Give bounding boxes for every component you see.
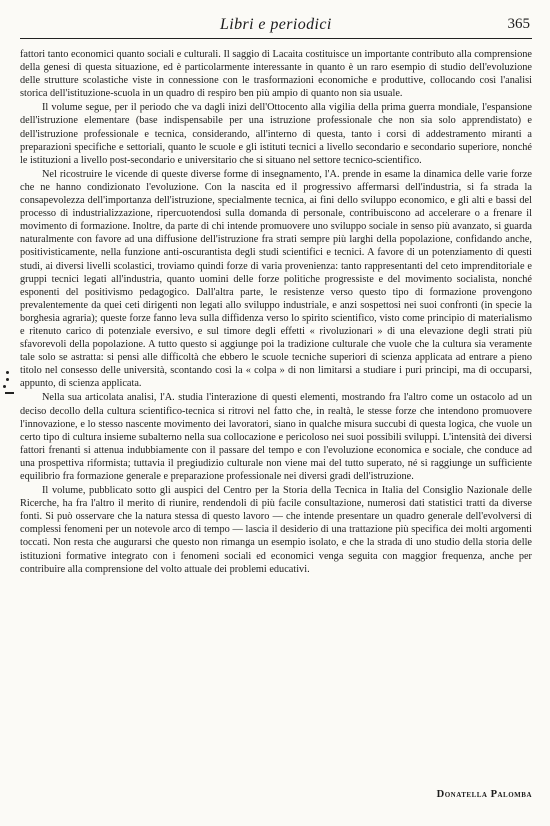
margin-dash — [5, 392, 14, 394]
article-body — [20, 48, 532, 576]
paragraph: fattori tanto economici quanto sociali e culturali. Il saggio di Lacaita costituisce un importante contributo alla comprensione della genesi di questa situazione, ed è particolarmente interessante in quanto è un raro esempio di studio dell'evoluzione delle strutture scolastiche viste in connessione con le trasformazioni economiche e produttive, collocando così l'analisi storica dell'istituzione-scuola in un quadro di respiro ben più ampio di quanto non sia usuale. — [20, 49, 532, 100]
author-signature: Donatella Palomba — [436, 789, 532, 800]
page-number: 365 — [507, 16, 530, 32]
paragraph: Nel ricostruire le vicende di queste diverse forme di insegnamento, l'A. prende in esame la dinamica delle varie forze che ne hanno condizionato l'evoluzione. Con la nascita ed il progressivo affermarsi dell'industria, si fa strada la consapevolezza dell'importanza dell'istruzione, specialmente tecnica, ai fini dello sviluppo economico, e gli alti e bassi del processo di industrializzazione, ripercuotendosi sulla domanda di personale, contribuiscono ad accelerare o a frenare il movimento di formazione. Inoltre, da parte di chi intende promuovere uno sviluppo sociale in senso più avanzato, si guarda naturalmente con favore ad una diffusione dell'istruzione fra strati sempre più larghi della popolazione, confidando anche, positivisticamente, nella funzione anti-oscurantista degli studi scientifici e tecnici. A favore di un potenziamento di questi studi, ai diversi livelli scolastici, troviamo quindi forze di varia provenienza: tanto rappresentanti del ceto imprenditoriale e gruppi tecnici legati all'industria, quanto uomini delle forze politiche progressiste e del movimento socialista, nonché esponenti del positivismo pedagogico. Dall'altra parte, le resistenze verso questo tipo di formazione provengono prevalentemente da quei ceti dirigenti non legati allo sviluppo industriale, e anzi sospettosi nei suoi confronti (in specie la borghesia agraria); queste forze fanno leva sulla diffidenza verso lo spirito scientifico, visto come principio di materialismo e ritenuto carico di potenziale eversivo, e sul timore degli effetti « rivoluzionari » di una elevazione degli strati più sfavorevoli della popolazione. A tutto questo si aggiunge poi la tradizione culturale che vuole che la cultura sia veramente tale solo se astratta: si pensi alle difficoltà che ebbero le scuole tecniche superiori di scienza applicata ad entrare a pieno titolo nel consesso delle università, scontando così la « colpa » di non limitarsi a studiare i puri principi, ma di occuparsi, appunto, di scienza applicata. — [20, 168, 532, 390]
running-title: Libri e periodici — [220, 16, 332, 33]
margin-dot — [6, 378, 9, 381]
margin-dot — [3, 385, 6, 388]
paragraph: Il volume, pubblicato sotto gli auspici del Centro per la Storia della Tecnica in Italia del Consiglio Nazionale delle Ricerche, ha fra l'altro il merito di riunire, rendendoli di più facile consultazione, numerosi dati statistici tratti da diverse fonti. Si può osservare che la natura stessa di questo lavoro — che intende presentare un quadro generale dell'evolversi di complessi fenomeni per un notevole arco di tempo — lascia il desiderio di una trattazione più specifica dei molti argomenti toccati. Non resta che augurarsi che questo non rimanga un esempio isolato, e che la strada di uno studio della storia delle istituzioni formative integrato con i fenomeni sociali ed economici venga seguita con maggior frequenza, anche per contribuire alla comprensione del volto attuale dei problemi educativi. — [20, 485, 532, 575]
margin-dot — [6, 371, 9, 374]
paragraph: Il volume segue, per il periodo che va dagli inizi dell'Ottocento alla vigilia della prima guerra mondiale, l'espansione dell'istruzione elementare (base indispensabile per una istruzione professionale che non sia solo apprendistato) e dell'istruzione professionale e tecnica, considerando, all'interno di questa, tanto i corsi di addestramento miranti a preparazioni specifiche e settoriali, quanto le scuole e gli istituti tecnici a livello secondario e secondario superiore, nonché le istituzioni a livello post-secondario e universitario che si situano nel settore tecnico-scientifico. — [20, 102, 532, 166]
margin-mark — [3, 371, 15, 395]
running-header — [20, 14, 532, 39]
paragraph: Nella sua articolata analisi, l'A. studia l'interazione di questi elementi, mostrando fra l'altro come un ostacolo ad un deciso decollo della cultura scientifico-tecnica si ritrovi nel fatto che, in realtà, le stesse forze che intendono promuovere l'innovazione, e lo stesso nascente movimento dei lavoratori, siano in qualche misura succubi di questa logica, che vuole un certo tipo di cultura insieme subalterno nella sua collocazione e pericoloso nei suoi possibili sviluppi. L'intensità dei diversi fattori frenanti si attenua indubbiamente con il passare del tempo e con l'evoluzione economica e sociale, che conduce ad una prospettiva riformista; tuttavia il pregiudizio culturale non viene mai del tutto superato, né si raggiunge un sufficiente equilibrio fra formazione generale e preparazione professionale nei diversi gradi dell'istruzione. — [20, 392, 532, 482]
